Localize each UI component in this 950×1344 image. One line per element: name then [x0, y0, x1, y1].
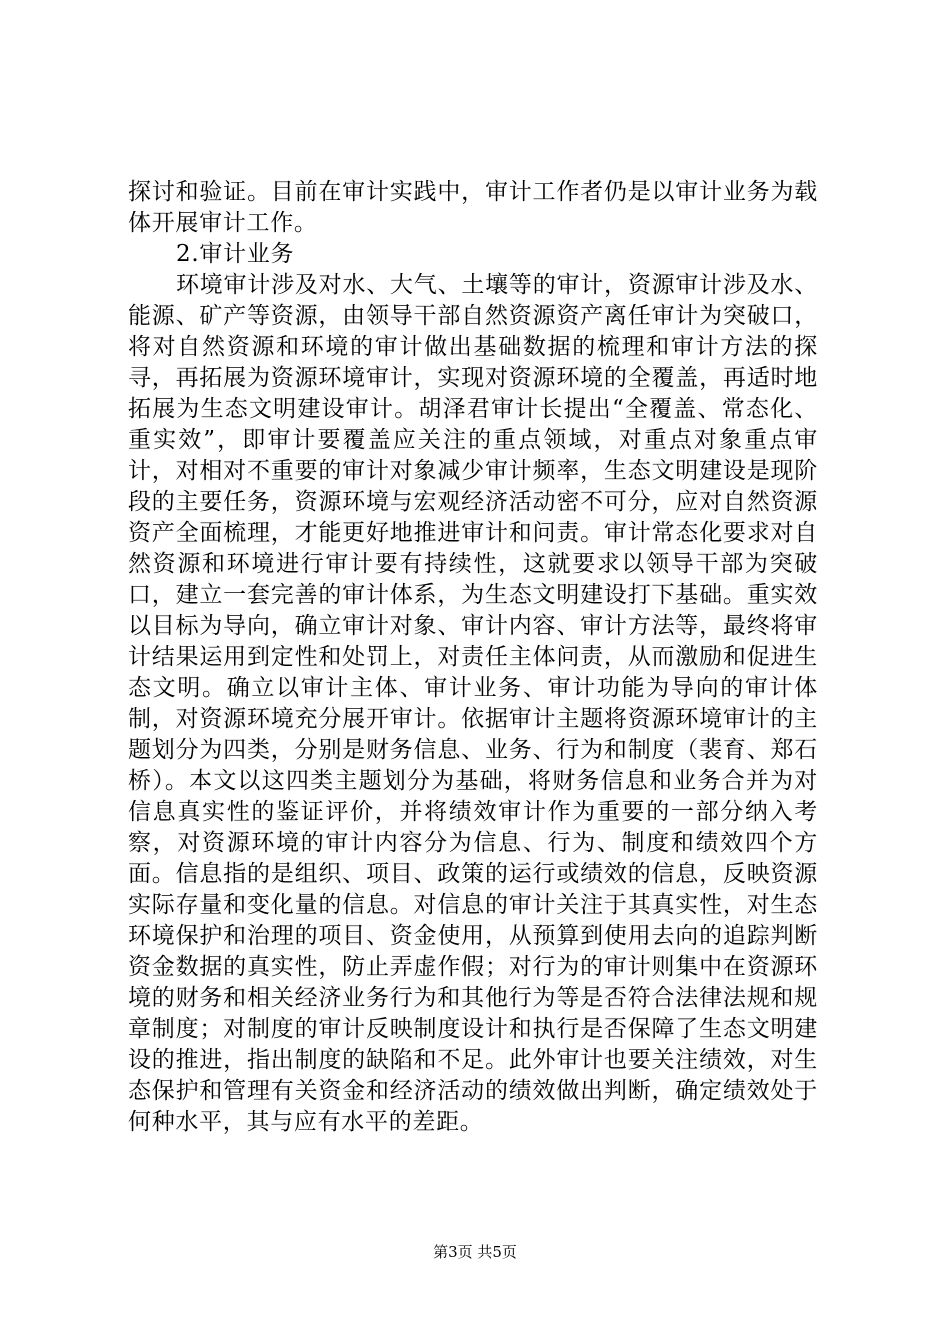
body-paragraph: 环境审计涉及对水、大气、土壤等的审计，资源审计涉及水、能源、矿产等资源，由领导干部自然资源资产离任审计为突破口，将对自然资源和环境的审计做出基础数据的梳理和审计方法的探寻，再拓展为资源环境审计，实现对资源环境的全覆盖，再适时地拓展为生态文明建设审计。胡泽君审计长提出“全覆盖、常态化、重实效”，即审计要覆盖应关注的重点领域，对重点对象重点审计，对相对不重要的审计对象减少审计频率，生态文明建设是现阶段的主要任务，资源环境与宏观经济活动密不可分，应对自然资源资产全面梳理，才能更好地推进审计和问责。审计常态化要求对自然资源和环境进行审计要有持续性，这就要求以领导干部为突破口，建立一套完善的审计体系，为生态文明建设打下基础。重实效以目标为导向，确立审计对象、审计内容、审计方法等，最终将审计结果运用到定性和处罚上，对责任主体问责，从而激励和促进生态文明。确立以审计主体、审计业务、审计功能为导向的审计体制，对资源环境充分展开审计。依据审计主题将资源环境审计的主题划分为四类，分别是财务信息、业务、行为和制度（裴育、郑石桥）。本文以这四类主题划分为基础，将财务信息和业务合并为对信息真实性的鉴证评价，并将绩效审计作为重要的一部分纳入考察，对资源环境的审计内容分为信息、行为、制度和绩效四个方面。信息指的是组织、项目、政策的运行或绩效的信息，反映资源实际存量和变化量的信息。对信息的审计关注于其真实性，对生态环境保护和治理的项目、资金使用，从预算到使用去向的追踪判断资金数据的真实性，防止弄虚作假；对行为的审计则集中在资源环境的财务和相关经济业务行为和其他行为等是否符合法律法规和规章制度；对制度的审计反映制度设计和执行是否保障了生态文明建设的推进，指出制度的缺陷和不足。此外审计也要关注绩效，对生态保护和管理有关资金和经济活动的绩效做出判断，确定绩效处于何种水平，其与应有水平的差距。 [128, 272, 818, 1135]
page-footer: 第3页 共5页 [433, 1243, 517, 1261]
continuation-paragraph: 探讨和验证。目前在审计实践中，审计工作者仍是以审计业务为载体开展审计工作。 [128, 179, 818, 236]
document-body [128, 177, 818, 1138]
section-heading: 2.审计业务 [176, 241, 295, 267]
